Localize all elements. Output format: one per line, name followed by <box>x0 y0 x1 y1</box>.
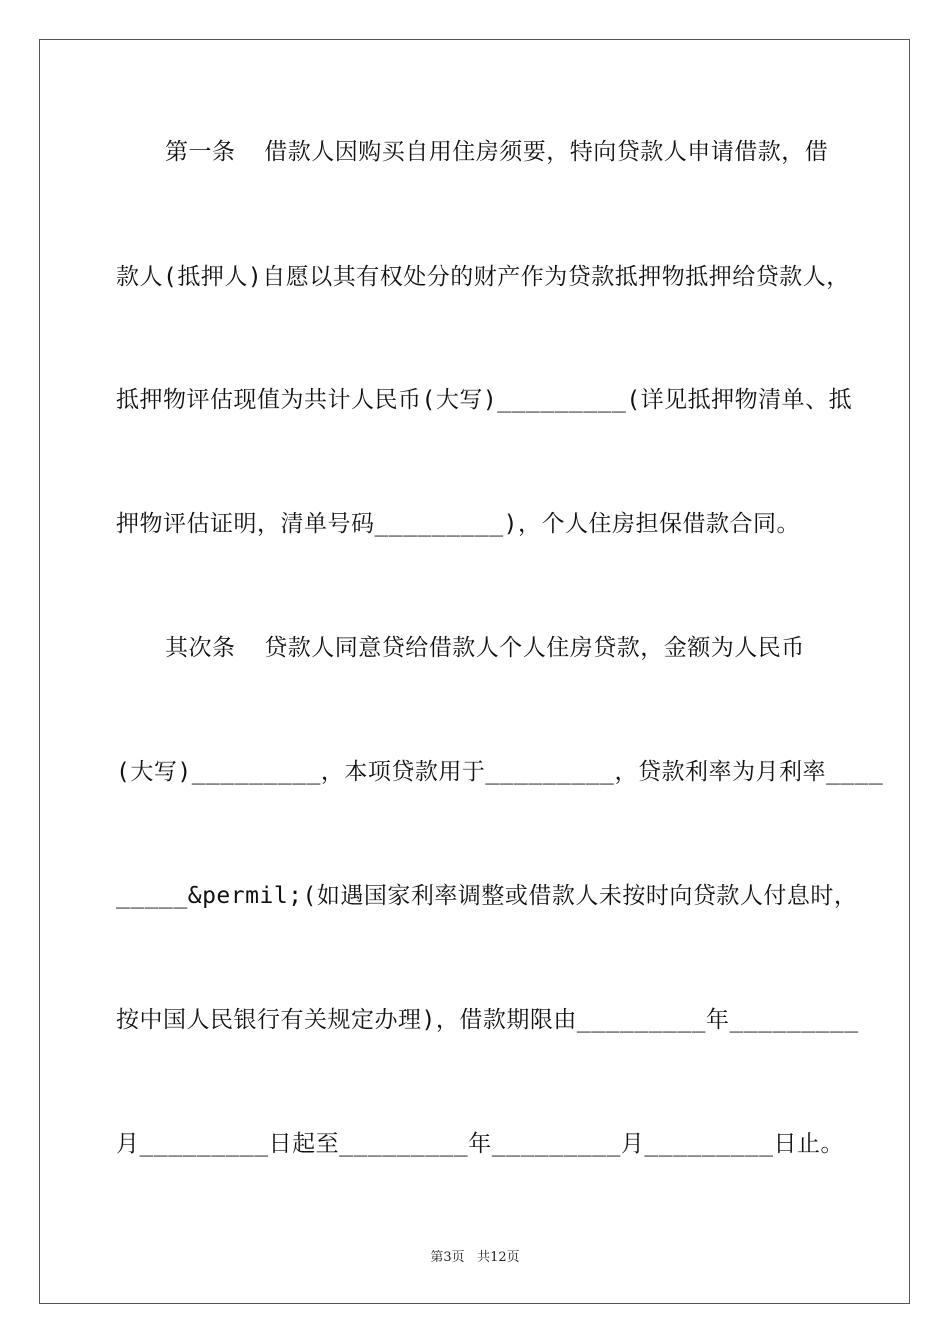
paragraph-2-line-5: 月_________日起至_________年_________月_________日止。 <box>116 1131 844 1157</box>
paragraph-1-line-1: 第一条 借款人因购买自用住房须要，特向贷款人申请借款，借 <box>165 139 829 165</box>
page-total: 共12页 <box>477 1250 520 1265</box>
paragraph-1-line-2: 款人(抵押人)自愿以其有权处分的财产作为贷款抵押物抵押给贷款人， <box>116 264 850 290</box>
paragraph-1-line-3: 抵押物评估现值为共计人民币(大写)_________(详见抵押物清单、抵 <box>116 387 853 413</box>
page-number: 第3页 <box>430 1250 465 1265</box>
paragraph-1-line-4: 押物评估证明，清单号码_________)，个人住房担保借款合同。 <box>116 511 800 537</box>
page-footer <box>0 1249 950 1267</box>
page-frame <box>39 39 910 1304</box>
paragraph-2-line-3: _____&permil;(如遇国家利率调整或借款人未按时向贷款人付息时， <box>116 883 858 909</box>
paragraph-2-line-2: (大写)_________，本项贷款用于_________，贷款利率为月利率____ <box>116 759 884 785</box>
paragraph-2-line-1: 其次条 贷款人同意贷给借款人个人住房贷款，金额为人民币 <box>165 635 805 661</box>
paragraph-2-line-4: 按中国人民银行有关规定办理)，借款期限由_________年_________ <box>116 1007 859 1033</box>
